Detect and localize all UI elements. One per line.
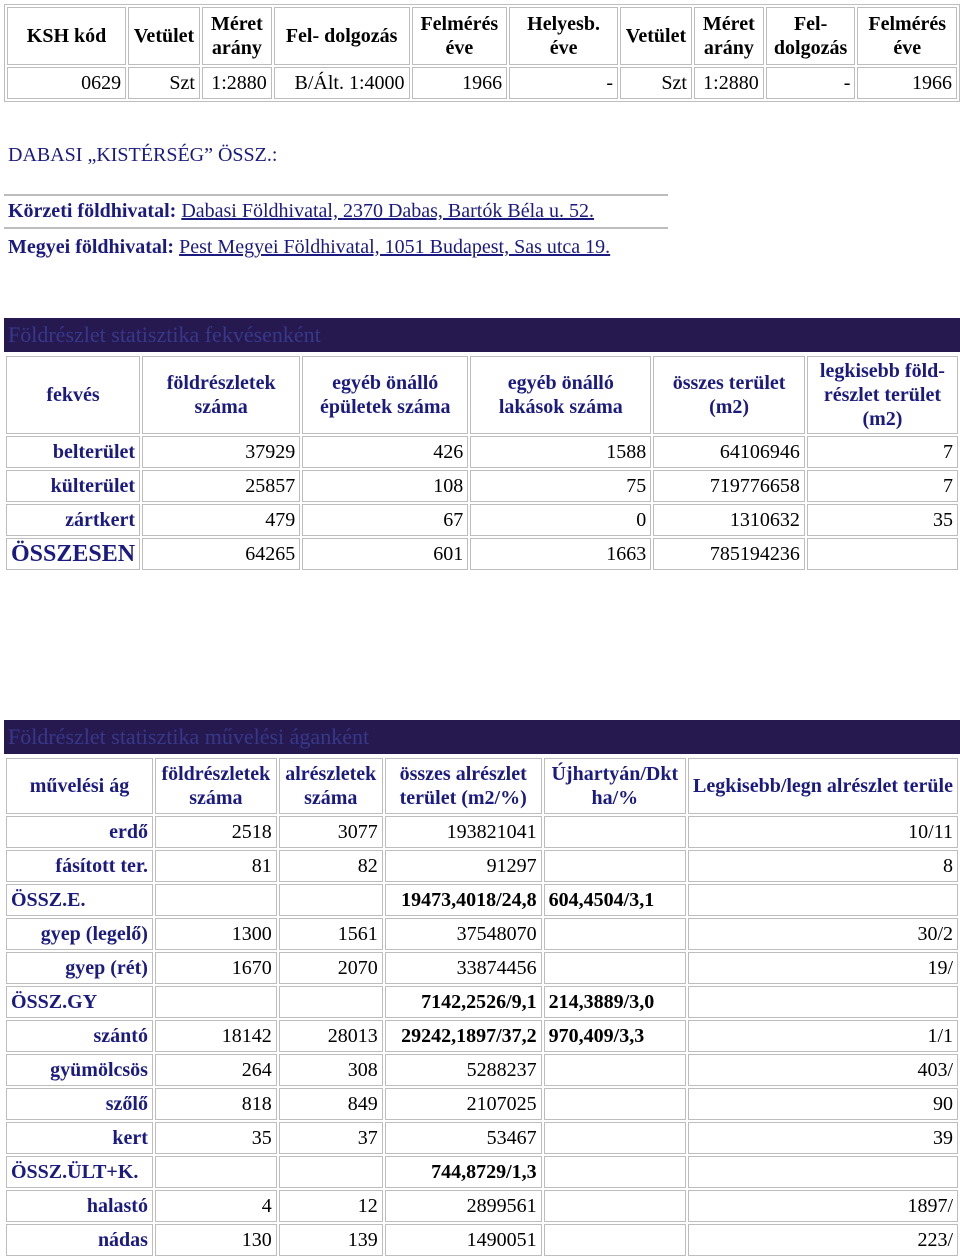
cell: 2107025: [385, 1088, 542, 1120]
cell: 64265: [142, 538, 300, 570]
fekves-table: [4, 354, 960, 572]
cell: 28013: [279, 1020, 383, 1052]
table-row: [6, 952, 958, 984]
cell: 1966: [857, 67, 957, 99]
cell: 1310632: [653, 504, 805, 536]
cell: [544, 952, 686, 984]
cell: Szt: [620, 67, 692, 99]
cell: 7: [807, 470, 958, 502]
header-fekves: fekvés: [6, 356, 140, 434]
header-ujhartyan-dkt: Újhartyán/Dkt ha/%: [544, 758, 686, 814]
cell: 970,409/3,3: [544, 1020, 686, 1052]
fekves-section-title: Földrészlet statisztika fekvésenként: [4, 318, 960, 352]
cell: 67: [302, 504, 468, 536]
cell: [155, 884, 277, 916]
top-info-table: [4, 4, 960, 102]
cell: [807, 538, 958, 570]
table-row: [6, 816, 958, 848]
cell: 37548070: [385, 918, 542, 950]
cell: [544, 918, 686, 950]
table-row: [6, 850, 958, 882]
cell: 35: [155, 1122, 277, 1154]
cell: 19/: [688, 952, 958, 984]
cell: 1966: [412, 67, 508, 99]
cell: [544, 1190, 686, 1222]
cell: 19473,4018/24,8: [385, 884, 542, 916]
cell: 81: [155, 850, 277, 882]
header-felmeres-eve-2: Felmérés éve: [857, 7, 957, 65]
cell: 37: [279, 1122, 383, 1154]
cell: 75: [470, 470, 651, 502]
table-row: [6, 1190, 958, 1222]
header-vetulet: Vetület: [128, 7, 200, 65]
cell: 264: [155, 1054, 277, 1086]
row-label: halastó: [6, 1190, 153, 1222]
cell: [544, 1088, 686, 1120]
cell: [544, 1156, 686, 1188]
cell: [688, 884, 958, 916]
megyei-label: Megyei földhivatal:: [8, 236, 175, 258]
header-ksh-kod: KSH kód: [7, 7, 126, 65]
cell: 403/: [688, 1054, 958, 1086]
cell: 37929: [142, 436, 300, 468]
cell: 0: [470, 504, 651, 536]
table-row: [6, 1122, 958, 1154]
cell: 3077: [279, 816, 383, 848]
row-label: erdő: [6, 816, 153, 848]
table-row: [6, 470, 958, 502]
cell: 10/11: [688, 816, 958, 848]
megyei-foldhivatal: [8, 236, 610, 259]
muvelesi-section-title: Földrészlet statisztika művelési áganként: [4, 720, 960, 754]
cell: 2899561: [385, 1190, 542, 1222]
table-row-total: [6, 538, 958, 570]
cell: 604,4504/3,1: [544, 884, 686, 916]
cell: 818: [155, 1088, 277, 1120]
cell: [279, 1156, 383, 1188]
row-label: gyep (rét): [6, 952, 153, 984]
cell: [544, 816, 686, 848]
cell: 91297: [385, 850, 542, 882]
row-label: szőlő: [6, 1088, 153, 1120]
row-label: zártkert: [6, 504, 140, 536]
cell: 53467: [385, 1122, 542, 1154]
header-vetulet-2: Vetület: [620, 7, 692, 65]
header-osszes-terulet: összes terület (m2): [653, 356, 805, 434]
header-osszes-alreszlet: összes alrészlet terület (m2/%): [385, 758, 542, 814]
cell: [155, 986, 277, 1018]
megyei-value: Pest Megyei Földhivatal, 1051 Budapest, Sas utca 19.: [179, 236, 611, 258]
cell: [544, 1224, 686, 1256]
table-row-subtotal: [6, 1156, 958, 1188]
cell: 0629: [7, 67, 126, 99]
cell: 479: [142, 504, 300, 536]
cell: -: [766, 67, 856, 99]
header-helyesb-eve: Helyesb. éve: [509, 7, 618, 65]
cell: Szt: [128, 67, 200, 99]
cell: 39: [688, 1122, 958, 1154]
cell: 82: [279, 850, 383, 882]
cell: 744,8729/1,3: [385, 1156, 542, 1188]
row-label: külterület: [6, 470, 140, 502]
cell: 1300: [155, 918, 277, 950]
kisterseg-title: DABASI „KISTÉRSÉG” ÖSSZ.:: [8, 144, 278, 166]
header-legkisebb-foldreszlet: legkisebb föld- részlet terület (m2): [807, 356, 958, 434]
cell: [155, 1156, 277, 1188]
cell: 130: [155, 1224, 277, 1256]
cell: [279, 986, 383, 1018]
row-label: nádas: [6, 1224, 153, 1256]
row-label: ÖSSZESEN: [6, 538, 140, 570]
header-foldreszletek-szama: földrészletek száma: [142, 356, 300, 434]
cell: 426: [302, 436, 468, 468]
cell: 4: [155, 1190, 277, 1222]
muvelesi-table: [4, 756, 960, 1258]
cell: 719776658: [653, 470, 805, 502]
korzeti-value: Dabasi Földhivatal, 2370 Dabas, Bartók Béla u. 52.: [181, 200, 595, 222]
cell: 139: [279, 1224, 383, 1256]
header-meret-arany-2: Méret arány: [694, 7, 764, 65]
cell: 785194236: [653, 538, 805, 570]
cell: B/Ált. 1:4000: [274, 67, 410, 99]
cell: 1670: [155, 952, 277, 984]
cell: 30/2: [688, 918, 958, 950]
cell: [279, 884, 383, 916]
cell: 601: [302, 538, 468, 570]
cell: 308: [279, 1054, 383, 1086]
row-label: ÖSSZ.E.: [6, 884, 153, 916]
row-label: kert: [6, 1122, 153, 1154]
cell: 25857: [142, 470, 300, 502]
row-label: gyümölcsös: [6, 1054, 153, 1086]
muvelesi-header-row: [6, 758, 958, 814]
table-row-subtotal: [6, 986, 958, 1018]
korzeti-label: Körzeti földhivatal:: [8, 200, 177, 222]
table-row: [6, 1054, 958, 1086]
cell: 7142,2526/9,1: [385, 986, 542, 1018]
divider: [4, 194, 668, 196]
table-row: [6, 1224, 958, 1256]
cell: 35: [807, 504, 958, 536]
row-label: belterület: [6, 436, 140, 468]
korzeti-foldhivatal: [8, 200, 594, 223]
table-row: [6, 918, 958, 950]
header-felmeres-eve: Felmérés éve: [412, 7, 508, 65]
header-feldolgozas-2: Fel- dolgozás: [766, 7, 856, 65]
top-header-row: [7, 7, 957, 65]
cell: 90: [688, 1088, 958, 1120]
cell: 849: [279, 1088, 383, 1120]
table-row: [6, 1020, 958, 1052]
cell: 1663: [470, 538, 651, 570]
cell: 193821041: [385, 816, 542, 848]
cell: 7: [807, 436, 958, 468]
divider: [4, 227, 668, 229]
table-row: [6, 504, 958, 536]
header-meret-arany: Méret arány: [202, 7, 272, 65]
cell: 1490051: [385, 1224, 542, 1256]
cell: [544, 1122, 686, 1154]
header-epuletek-szama: egyéb önálló épületek száma: [302, 356, 468, 434]
cell: 5288237: [385, 1054, 542, 1086]
header-foldreszletek-szama: földrészletek száma: [155, 758, 277, 814]
fekves-header-row: [6, 356, 958, 434]
cell: [688, 1156, 958, 1188]
cell: 1:2880: [202, 67, 272, 99]
cell: 1561: [279, 918, 383, 950]
cell: 108: [302, 470, 468, 502]
cell: 1897/: [688, 1190, 958, 1222]
cell: 33874456: [385, 952, 542, 984]
cell: 1588: [470, 436, 651, 468]
header-legkisebb-alreszlet: Legkisebb/legn alrészlet terüle: [688, 758, 958, 814]
cell: [544, 1054, 686, 1086]
cell: 1:2880: [694, 67, 764, 99]
cell: 1/1: [688, 1020, 958, 1052]
table-row: [6, 1088, 958, 1120]
cell: 214,3889/3,0: [544, 986, 686, 1018]
cell: [688, 986, 958, 1018]
header-muvelesi-ag: művelési ág: [6, 758, 153, 814]
row-label: ÖSSZ.GY: [6, 986, 153, 1018]
table-row-subtotal: [6, 884, 958, 916]
row-label: fásított ter.: [6, 850, 153, 882]
cell: 8: [688, 850, 958, 882]
header-lakasok-szama: egyéb önálló lakások száma: [470, 356, 651, 434]
cell: -: [509, 67, 618, 99]
table-row: [6, 436, 958, 468]
row-label: ÖSSZ.ÜLT+K.: [6, 1156, 153, 1188]
row-label: szántó: [6, 1020, 153, 1052]
cell: 12: [279, 1190, 383, 1222]
cell: 64106946: [653, 436, 805, 468]
cell: 2518: [155, 816, 277, 848]
cell: 29242,1897/37,2: [385, 1020, 542, 1052]
cell: 223/: [688, 1224, 958, 1256]
header-feldolgozas: Fel- dolgozás: [274, 7, 410, 65]
header-alreszletek-szama: alrészletek száma: [279, 758, 383, 814]
cell: 18142: [155, 1020, 277, 1052]
cell: [544, 850, 686, 882]
row-label: gyep (legelő): [6, 918, 153, 950]
cell: 2070: [279, 952, 383, 984]
top-data-row: [7, 67, 957, 99]
